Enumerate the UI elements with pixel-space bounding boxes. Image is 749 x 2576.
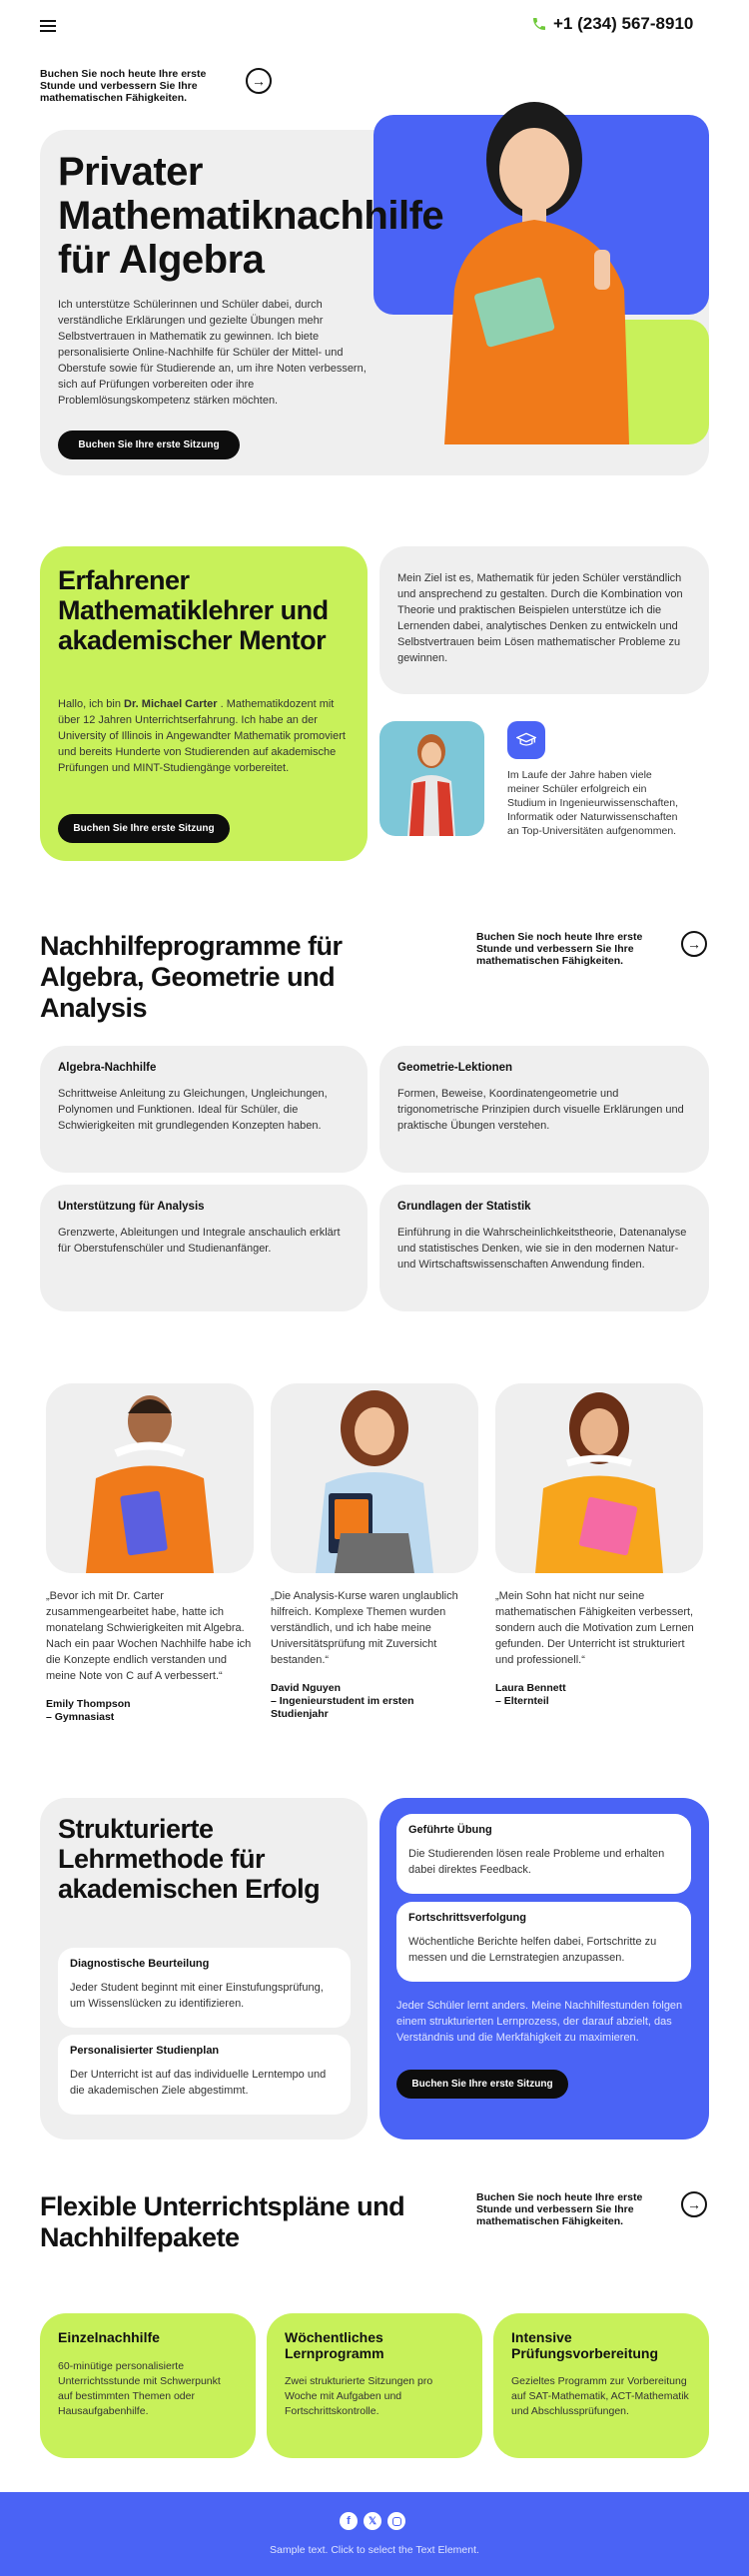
programs-arrow-button[interactable] <box>681 931 707 957</box>
social-icons <box>340 2512 405 2530</box>
method-item <box>396 1814 691 1894</box>
method-item-title: Personalisierter Studienplan <box>70 2045 220 2057</box>
testimonial-quote: „Bevor ich mit Dr. Carter zusammengearbeitet habe, hatte ich monatelang Schwierigkeiten mit Algebra. Nach ein paar Wochen Nachhilfe habe ich die Konzepte endlich verstanden und meine Note von C auf A verbessert.“ <box>46 1590 252 1682</box>
footer-text: Sample text. Click to select the Text Element. <box>270 2544 479 2556</box>
testimonial-role: – Gymnasiast <box>46 1711 115 1723</box>
plan-title: Wöchentliches Lernprogramm <box>285 2329 384 2361</box>
mentor-goal-text: Mein Ziel ist es, Mathematik für jeden Schüler verständlich und ansprechend zu gestalten. Durch die Kombination von Theorie und praktischen Beispielen unterstütze ich die Lernenden dabei, analytisches Denken zu entwickeln und Selbstvertrauen beim Lösen mathematischer Probleme zu gewinnen. <box>397 572 683 664</box>
testimonial-author <box>495 1682 566 1708</box>
method-item-text: Die Studierenden lösen reale Probleme und erhalten dabei direktes Feedback. <box>408 1848 665 1876</box>
phone-icon <box>531 16 547 32</box>
program-text: Einführung in die Wahrscheinlichkeitstheorie, Datenanalyse und statistisches Denken, wie sie in den modernen Natur- und Wirtschaftswissenschaften Anwendung finden. <box>397 1227 687 1271</box>
mentor-photo <box>379 721 484 836</box>
facebook-icon[interactable]: f <box>340 2512 358 2530</box>
mentor-book-button[interactable]: Buchen Sie Ihre erste Sitzung <box>58 814 230 843</box>
arrow-right-icon: → <box>687 2196 701 2212</box>
testimonial-photo <box>495 1383 703 1573</box>
plans-title: Flexible Unterrichtspläne und Nachhilfepakete <box>40 2191 405 2252</box>
plan-text: Zwei strukturierte Sitzungen pro Woche mit Aufgaben und Fortschrittskontrolle. <box>285 2375 433 2417</box>
program-text: Grenzwerte, Ableitungen und Integrale anschaulich erklärt für Oberstufenschüler und Studienanfänger. <box>58 1227 341 1255</box>
testimonial-quote: „Die Analysis-Kurse waren unglaublich hilfreich. Komplexe Themen wurden verständlich, und ich habe meine Universitätsprüfung mit Zuversicht bestanden.“ <box>271 1590 458 1666</box>
testimonial-role: – Elternteil <box>495 1695 549 1707</box>
program-title: Geometrie-Lektionen <box>397 1062 513 1074</box>
testimonial-role: – Ingenieurstudent im ersten Studienjahr <box>271 1695 414 1720</box>
testimonial-name: Emily Thompson <box>46 1698 131 1710</box>
testimonial-name: David Nguyen <box>271 1682 342 1694</box>
arrow-right-icon: → <box>687 936 701 952</box>
mentor-text-pre: Hallo, ich bin <box>58 698 125 710</box>
graduation-cap-icon <box>516 731 536 749</box>
method-item-text: Jeder Student beginnt mit einer Einstufungsprüfung, um Wissenslücken zu identifizieren. <box>70 1982 324 2010</box>
program-title: Algebra-Nachhilfe <box>58 1062 157 1074</box>
method-item <box>396 1902 691 1982</box>
testimonial-author <box>271 1682 440 1721</box>
hero-title-line: Mathematiknachhilfe <box>58 194 444 238</box>
plan-text: 60-minütige personalisierte Unterrichtsstunde mit Schwerpunkt auf bestimmten Themen oder Hausaufgabenhilfe. <box>58 2360 221 2417</box>
menu-icon[interactable] <box>40 20 56 32</box>
programs-cta-text: Buchen Sie noch heute Ihre erste Stunde und verbessern Sie Ihre mathematischen Fähigkeiten. <box>476 931 643 967</box>
testimonial-name: Laura Bennett <box>495 1682 566 1694</box>
testimonial-author <box>46 1698 131 1724</box>
mentor-students-text: Im Laufe der Jahre haben viele meiner Schüler erfolgreich ein Studium in Ingenieurwissenschaften, Informatik oder Naturwissenschaften an Top-Universitäten aufgenommen. <box>507 769 679 837</box>
mentor-text-post: . Mathematikdozent mit über 12 Jahren Unterrichtserfahrung. Ich habe an der University of Illinois in Angewandter Mathematik promoviert und bereits Hunderte von Studierenden auf akademische Prüfungen und MINT-Studiengänge vorbereitet. <box>58 698 346 774</box>
mentor-text <box>58 696 356 776</box>
hero-title <box>58 150 497 282</box>
method-item-text: Wöchentliche Berichte helfen dabei, Fortschritte zu messen und die Lernstrategien anzupassen. <box>408 1936 657 1964</box>
x-icon[interactable]: 𝕏 <box>364 2512 381 2530</box>
method-item-title: Diagnostische Beurteilung <box>70 1958 210 1970</box>
plan-title: Intensive Prüfungsvorbereitung <box>511 2329 659 2361</box>
program-title: Unterstützung für Analysis <box>58 1201 205 1213</box>
plan-text: Gezieltes Programm zur Vorbereitung auf SAT-Mathematik, ACT-Mathematik und Abschlussprüfungen. <box>511 2375 689 2417</box>
method-item-title: Fortschrittsverfolgung <box>408 1912 526 1924</box>
footer <box>0 2492 749 2576</box>
plan-title: Einzelnachhilfe <box>58 2329 160 2345</box>
phone-number: +1 (234) 567-8910 <box>553 14 694 33</box>
plans-arrow-button[interactable] <box>681 2191 707 2217</box>
program-title: Grundlagen der Statistik <box>397 1201 531 1213</box>
hero-title-line: Privater <box>58 150 203 194</box>
method-title: Strukturierte Lehrmethode für akademischen Erfolg <box>58 1814 321 1904</box>
hero-title-line: für Algebra <box>58 238 265 282</box>
hero-arrow-button[interactable] <box>246 68 272 94</box>
method-book-button[interactable]: Buchen Sie Ihre erste Sitzung <box>396 2070 568 2099</box>
testimonial-photo <box>46 1383 254 1573</box>
method-item <box>58 2035 351 2115</box>
program-text: Schrittweise Anleitung zu Gleichungen, Ungleichungen, Polynomen und Funktionen. Ideal für Schüler, die Schwierigkeiten mit grundlegenden Konzepten haben. <box>58 1088 328 1132</box>
hero-book-button[interactable]: Buchen Sie Ihre erste Sitzung <box>58 430 240 459</box>
instagram-icon[interactable] <box>387 2512 405 2530</box>
method-item-title: Geführte Übung <box>408 1824 492 1836</box>
program-text: Formen, Beweise, Koordinatengeometrie und trigonometrische Prinzipien durch visuelle Erklärungen und praktische Übungen verstehen. <box>397 1088 684 1132</box>
mentor-name: Dr. Michael Carter <box>124 698 218 710</box>
arrow-right-icon: → <box>252 73 266 89</box>
mentor-icon-box <box>507 721 545 759</box>
mentor-title: Erfahrener Mathematiklehrer und akademischer Mentor <box>58 565 329 655</box>
method-blue-text: Jeder Schüler lernt anders. Meine Nachhilfestunden folgen einem strukturierten Lernprozess, der darauf abzielt, das Verständnis und die Merkfähigkeit zu maximieren. <box>396 2000 683 2044</box>
phone-link[interactable] <box>531 14 693 34</box>
hero-cta-text: Buchen Sie noch heute Ihre erste Stunde und verbessern Sie Ihre mathematischen Fähigkeiten. <box>40 68 207 104</box>
plans-cta-text: Buchen Sie noch heute Ihre erste Stunde und verbessern Sie Ihre mathematischen Fähigkeiten. <box>476 2191 643 2227</box>
method-item <box>58 1948 351 2028</box>
programs-title: Nachhilfeprogramme für Algebra, Geometrie und Analysis <box>40 931 343 1023</box>
method-item-text: Der Unterricht ist auf das individuelle Lerntempo und die akademischen Ziele abgestimmt. <box>70 2069 327 2097</box>
testimonial-photo <box>271 1383 478 1573</box>
hero-text: Ich unterstütze Schülerinnen und Schüler dabei, durch verständliche Erklärungen und gezielte Übungen mehr Selbstvertrauen in Mathematik zu gewinnen. Ich biete personalisierte Online-Nachhilfe für Schüler der Mittel- und Oberstufe sowie für Studierende an, um ihre Noten verbessern, sich auf Prüfungen vorbereiten oder ihre Problemlösungskompetenz stärken möchten. <box>58 299 367 407</box>
testimonial-quote: „Mein Sohn hat nicht nur seine mathematischen Fähigkeiten verbessert, sondern auch die Motivation zum Lernen gefunden. Der Unterricht ist strukturiert und professionell.“ <box>495 1590 694 1666</box>
